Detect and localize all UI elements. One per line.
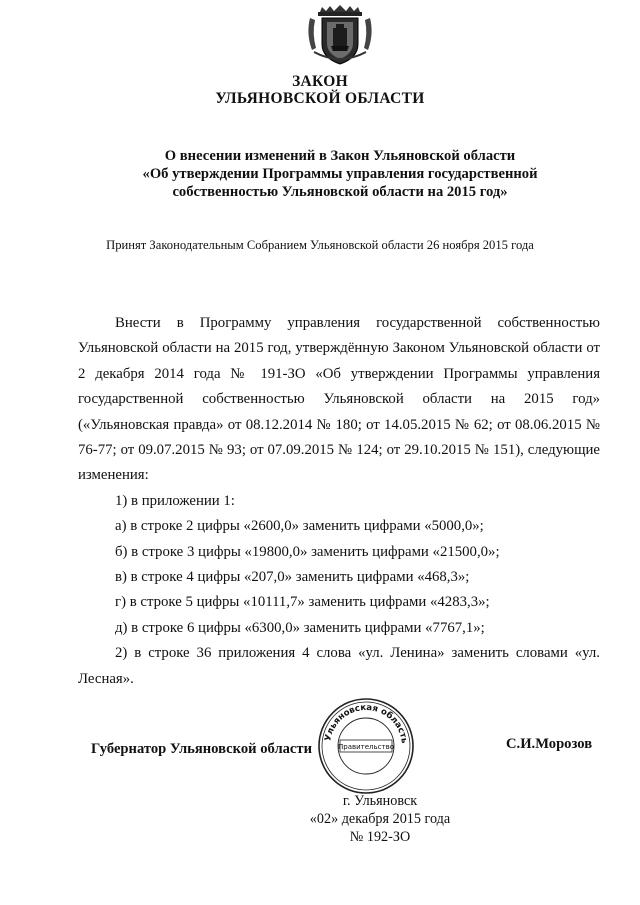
coat-of-arms-icon [300, 4, 380, 66]
subject-line-3: собственностью Ульяновской области на 2015 год» [172, 184, 508, 200]
item-1: 1) в приложении 1: [115, 492, 235, 509]
law-heading: ЗАКОН [292, 73, 348, 90]
subitem-e: д) в строке 6 цифры «6300,0» заменить цифрами «7767,1»; [115, 619, 485, 636]
footer-date: «02» декабря 2015 года [309, 811, 451, 827]
seal-center-text: Правительство [338, 743, 394, 751]
law-region: УЛЬЯНОВСКОЙ ОБЛАСТИ [215, 90, 425, 107]
adoption-note: Принят Законодательным Собранием Ульяновской области 26 ноября 2015 года [106, 238, 534, 252]
signatory-position: Губернатор Ульяновской области [91, 741, 312, 757]
item-2: 2) в строке 36 приложения 4 слова «ул. Ленина» заменить словами «ул. Лесная». [78, 645, 600, 687]
subject-line-2: «Об утверждении Программы управления государственной [142, 166, 538, 182]
footer-city: г. Ульяновск [342, 793, 418, 809]
signatory-name: С.И.Морозов [506, 736, 593, 752]
subitem-a: а) в строке 2 цифры «2600,0» заменить цифрами «5000,0»; [115, 518, 484, 535]
official-seal-icon [316, 696, 416, 796]
subitem-c: в) в строке 4 цифры «207,0» заменить цифрами «468,3»; [115, 569, 470, 586]
law-subject [110, 147, 570, 201]
subitem-b: б) в строке 3 цифры «19800,0» заменить цифрами «21500,0»; [115, 543, 500, 560]
footer-number: № 192-ЗО [349, 829, 411, 845]
subject-line-1: О внесении изменений в Закон Ульяновской области [164, 148, 516, 164]
intro-paragraph: Внести в Программу управления государственной собственностью Ульяновской области на 2015 год, утверждённую Законом Ульяновской области от 2 декабря 2014 года № 191-ЗО «Об утверждении Программы управления государственной собственностью Ульяновской области на 2015 год» («Ульяновская правда» от 08.12.2014 № 180; от 14.05.2015 № 62; от 08.06.2015 № 76-77; от 09.07.2015 № 93; от 07.09.2015 № 124; от 29.10.2015 № 151), следующие изменения: [78, 315, 600, 484]
subitem-d: г) в строке 5 цифры «10111,7» заменить цифрами «4283,3»; [115, 594, 490, 611]
law-body [78, 311, 600, 692]
seal-ring-text: Ульяновская область [323, 702, 409, 745]
